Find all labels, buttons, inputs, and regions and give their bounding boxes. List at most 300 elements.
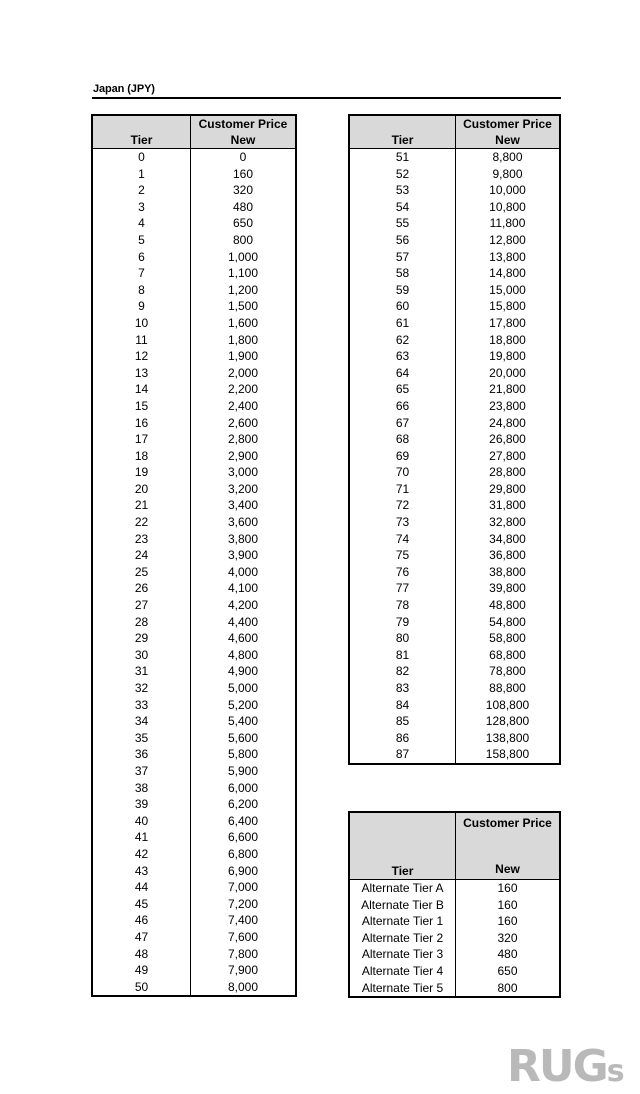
price-cell: 160 [497,881,518,895]
table-row [92,381,296,398]
price-cell: 5,800 [227,747,259,762]
tier-cell: 37 [92,763,191,780]
tier-cell: 3 [92,199,191,216]
price-cell: 7,400 [227,913,259,928]
table-body [349,880,560,998]
tier-cell: 23 [92,531,191,548]
price-cell: 800 [232,232,254,247]
table-row [92,282,296,299]
price-header [456,812,561,880]
price-cell: 2,900 [227,448,259,463]
price-cell: 12,800 [489,232,526,247]
table-row [92,265,296,282]
table-row [349,946,560,963]
tier-table-right [348,114,561,765]
tier-cell: 54 [349,199,456,216]
price-cell: 4,100 [227,581,259,596]
price-cell: 7,600 [227,929,259,944]
price-cell: 480 [497,947,518,962]
price-header-line1: Customer Price [198,117,288,131]
price-cell: 2,400 [227,398,259,413]
table-row [349,880,560,897]
price-cell: 4,900 [227,664,259,679]
tier-cell: 83 [349,680,456,697]
alternate-tier-table [348,811,561,998]
table-row [92,929,296,946]
tier-cell: 84 [349,697,456,714]
table-row [92,614,296,631]
tier-cell: 73 [349,514,456,531]
title-divider [92,97,561,99]
tier-cell: 28 [92,614,191,631]
table-row [92,763,296,780]
table-row [92,946,296,963]
price-cell: 108,800 [485,697,530,712]
tier-cell: 31 [92,663,191,680]
price-cell: 88,800 [489,681,526,695]
price-cell: 8,800 [492,150,523,164]
price-cell: 38,800 [489,564,526,579]
price-cell: 1,100 [227,266,259,281]
price-cell: 3,200 [227,481,259,496]
tier-cell: 55 [349,215,456,232]
price-cell: 13,800 [489,249,526,264]
table-row [92,896,296,913]
table-row [92,215,296,232]
price-cell: 5,000 [227,681,259,695]
price-cell: 58,800 [489,631,526,646]
tier-cell: 68 [349,431,456,448]
price-cell: 320 [497,930,518,945]
table-row [92,746,296,763]
tier-cell: 64 [349,365,456,382]
price-cell: 11,800 [489,216,526,231]
table-row [349,381,560,398]
table-row [349,365,560,382]
table-row [92,232,296,249]
table-row [92,315,296,332]
tier-cell: 25 [92,564,191,581]
table-row [349,232,560,249]
price-cell: 2,200 [227,382,259,397]
price-cell: 1,800 [227,332,259,347]
price-cell: 160 [497,897,518,912]
tier-cell: Alternate Tier 3 [349,946,456,963]
table-row [92,813,296,830]
table-row [349,298,560,315]
tier-cell: 11 [92,332,191,349]
price-cell: 650 [232,216,254,231]
table-row [92,796,296,813]
table-row [349,663,560,680]
price-cell: 4,800 [227,647,259,662]
price-cell: 1,600 [227,315,259,330]
price-cell: 6,900 [227,863,259,878]
tier-cell: 41 [92,829,191,846]
price-cell: 480 [232,199,254,214]
price-cell: 8,000 [227,979,259,994]
table-row [349,481,560,498]
price-header-line1: Customer Price [463,117,552,131]
tier-cell: 10 [92,315,191,332]
tier-cell: 49 [92,962,191,979]
tier-table-left [91,114,297,997]
table-row [349,564,560,581]
tier-cell: 2 [92,182,191,199]
tier-header: Tier [92,115,191,149]
tier-cell: 69 [349,448,456,465]
tier-cell: 74 [349,531,456,548]
price-cell: 7,000 [227,880,259,895]
table-row [92,630,296,647]
page-title: Japan (JPY) [93,83,155,95]
price-cell: 17,800 [489,315,526,330]
price-cell: 3,400 [227,498,259,513]
table-row [92,912,296,929]
price-header-line2: New [230,133,256,147]
price-cell: 4,000 [227,564,259,579]
price-cell: 7,900 [227,963,259,978]
tier-cell: 60 [349,298,456,315]
table-row [349,630,560,647]
price-cell: 128,800 [485,714,530,729]
tier-cell: 48 [92,946,191,963]
tier-cell: 57 [349,249,456,266]
table-row [92,431,296,448]
tier-cell: 86 [349,730,456,747]
price-cell: 78,800 [489,664,526,679]
tier-cell: 34 [92,713,191,730]
price-cell: 6,400 [227,813,259,828]
table-row [92,663,296,680]
tier-cell: 30 [92,647,191,664]
price-cell: 48,800 [489,598,526,613]
tier-cell: 5 [92,232,191,249]
table-row [349,199,560,216]
table-row [349,448,560,465]
table-row [92,298,296,315]
price-cell: 6,000 [227,780,259,795]
tier-cell: 8 [92,282,191,299]
tier-cell: 52 [349,166,456,183]
tier-cell: 21 [92,497,191,514]
price-cell: 320 [232,183,254,198]
tier-cell: 7 [92,265,191,282]
tier-cell: 14 [92,381,191,398]
tier-cell: 15 [92,398,191,415]
tier-cell: 43 [92,863,191,880]
table-row [92,448,296,465]
table-header-row [92,115,296,149]
price-cell: 158,800 [485,747,530,762]
price-cell: 7,200 [227,896,259,911]
table-row [92,481,296,498]
tier-cell: 76 [349,564,456,581]
table-row [92,149,296,166]
table-row [92,166,296,183]
table-row [349,614,560,631]
price-cell: 2,600 [227,415,259,430]
price-cell: 4,600 [227,631,259,646]
price-cell: 138,800 [485,730,530,745]
table-row [92,564,296,581]
table-row [92,365,296,382]
table-row [92,979,296,997]
tier-cell: 27 [92,597,191,614]
table-row [349,730,560,747]
price-cell: 5,600 [227,730,259,745]
price-header-line2: New [495,133,520,147]
table-row [349,282,560,299]
table-row [349,215,560,232]
price-cell: 4,200 [227,598,259,613]
tier-cell: 62 [349,332,456,349]
tier-cell: 17 [92,431,191,448]
price-cell: 650 [497,963,518,978]
tier-cell: 77 [349,580,456,597]
price-cell: 3,600 [227,515,259,530]
tier-cell: 58 [349,265,456,282]
price-cell: 24,800 [489,415,526,430]
table-body [349,149,560,764]
price-cell: 28,800 [489,465,526,480]
table-row [92,249,296,266]
table-row [349,597,560,614]
table-row [349,680,560,697]
tier-cell: 78 [349,597,456,614]
tier-cell: 70 [349,464,456,481]
tier-cell: 46 [92,912,191,929]
table-row [349,897,560,914]
price-cell: 3,000 [227,465,259,480]
tier-cell: Alternate Tier B [349,897,456,914]
tier-cell: 39 [92,796,191,813]
logo-text: RUG [507,1041,607,1092]
table-row [349,580,560,597]
tier-cell: 24 [92,547,191,564]
price-cell: 39,800 [489,581,526,596]
table-row [92,497,296,514]
tier-cell: Alternate Tier 2 [349,930,456,947]
price-cell: 9,800 [492,166,523,181]
table-header-row [349,812,560,880]
tier-cell: 0 [92,149,191,166]
table-row [92,879,296,896]
table-row [92,464,296,481]
price-cell: 18,800 [489,332,526,347]
price-cell: 14,800 [489,266,526,281]
tier-cell: 47 [92,929,191,946]
tier-cell: Alternate Tier 1 [349,913,456,930]
price-cell: 54,800 [489,614,526,629]
tier-cell: 42 [92,846,191,863]
table-row [92,829,296,846]
price-cell: 2,800 [227,432,259,447]
table-row [349,348,560,365]
table-row [349,398,560,415]
table-row [92,398,296,415]
table-row [92,863,296,880]
table-row [349,415,560,432]
table-row [349,182,560,199]
table-row [92,962,296,979]
tier-cell: 38 [92,780,191,797]
price-cell: 29,800 [489,481,526,496]
price-cell: 27,800 [489,448,526,463]
tier-cell: 71 [349,481,456,498]
tier-cell: 4 [92,215,191,232]
price-cell: 5,400 [227,714,259,729]
tier-cell: 81 [349,647,456,664]
tier-cell: 51 [349,149,456,166]
table-row [92,846,296,863]
price-cell: 2,000 [227,365,259,380]
price-cell: 23,800 [489,398,526,413]
table-row [92,332,296,349]
tier-cell: 33 [92,697,191,714]
price-header-line2: New [495,862,520,876]
price-cell: 6,200 [227,797,259,812]
tier-cell: 1 [92,166,191,183]
table-row [92,680,296,697]
tier-cell: 6 [92,249,191,266]
tier-cell: 75 [349,547,456,564]
price-cell: 68,800 [489,647,526,662]
tier-cell: 44 [92,879,191,896]
table-row [349,713,560,730]
table-row [92,531,296,548]
table-row [92,597,296,614]
tier-cell: 56 [349,232,456,249]
tier-cell: 12 [92,348,191,365]
table-row [349,531,560,548]
price-cell: 1,000 [227,249,259,264]
price-cell: 5,900 [227,763,259,778]
table-row [349,149,560,166]
table-header-row [349,115,560,149]
price-cell: 31,800 [489,498,526,513]
tier-cell: 65 [349,381,456,398]
price-cell: 160 [497,914,518,929]
tier-cell: 72 [349,497,456,514]
table-row [349,930,560,947]
tier-cell: 82 [349,663,456,680]
tier-cell: Alternate Tier 5 [349,980,456,998]
tier-cell: 63 [349,348,456,365]
tier-cell: 87 [349,746,456,764]
price-header [456,115,561,149]
price-cell: 3,800 [227,531,259,546]
table-row [92,713,296,730]
price-cell: 1,500 [227,299,259,314]
table-row [349,980,560,998]
price-cell: 4,400 [227,614,259,629]
tier-cell: Alternate Tier A [349,880,456,897]
price-cell: 6,800 [227,846,259,861]
tier-cell: 40 [92,813,191,830]
price-cell: 34,800 [489,531,526,546]
price-cell: 36,800 [489,548,526,563]
price-cell: 160 [232,166,254,181]
price-cell: 15,800 [489,299,526,314]
table-row [349,746,560,764]
table-row [92,647,296,664]
table-row [349,464,560,481]
table-row [92,182,296,199]
tier-cell: 50 [92,979,191,997]
tier-cell: 66 [349,398,456,415]
table-row [92,415,296,432]
tier-cell: 22 [92,514,191,531]
table-row [92,348,296,365]
tier-cell: 45 [92,896,191,913]
table-row [349,913,560,930]
tier-cell: 9 [92,298,191,315]
tier-cell: 16 [92,415,191,432]
tier-cell: 61 [349,315,456,332]
tier-header: Tier [349,115,456,149]
tier-cell: 18 [92,448,191,465]
tier-header: Tier [349,812,456,880]
table-row [349,697,560,714]
price-cell: 6,600 [227,830,259,845]
table-row [92,547,296,564]
price-cell: 0 [239,150,247,164]
tier-cell: 32 [92,680,191,697]
price-cell: 20,000 [489,365,526,380]
table-row [92,730,296,747]
tier-cell: 20 [92,481,191,498]
table-row [349,332,560,349]
price-cell: 21,800 [489,382,526,397]
table-row [92,580,296,597]
price-cell: 5,200 [227,697,259,712]
tier-cell: 36 [92,746,191,763]
tier-cell: Alternate Tier 4 [349,963,456,980]
table-body [92,149,296,997]
table-row [349,166,560,183]
table-row [349,431,560,448]
price-cell: 19,800 [489,349,526,364]
tier-cell: 67 [349,415,456,432]
table-row [349,647,560,664]
table-row [92,514,296,531]
price-cell: 26,800 [489,432,526,447]
tier-cell: 29 [92,630,191,647]
tier-cell: 19 [92,464,191,481]
price-cell: 7,800 [227,946,259,961]
tier-cell: 13 [92,365,191,382]
table-row [349,315,560,332]
price-cell: 10,800 [489,199,526,214]
price-cell: 3,900 [227,548,259,563]
table-row [349,963,560,980]
tier-cell: 85 [349,713,456,730]
table-row [92,199,296,216]
table-row [349,265,560,282]
logo-suffix: s [606,1054,625,1089]
tier-cell: 79 [349,614,456,631]
price-cell: 10,000 [489,183,526,198]
price-cell: 15,000 [489,282,526,297]
rugs-logo [507,1041,625,1094]
price-header [191,115,297,149]
table-row [92,697,296,714]
price-cell: 1,900 [227,349,259,364]
price-cell: 800 [497,980,518,995]
price-cell: 32,800 [489,515,526,530]
tier-cell: 26 [92,580,191,597]
